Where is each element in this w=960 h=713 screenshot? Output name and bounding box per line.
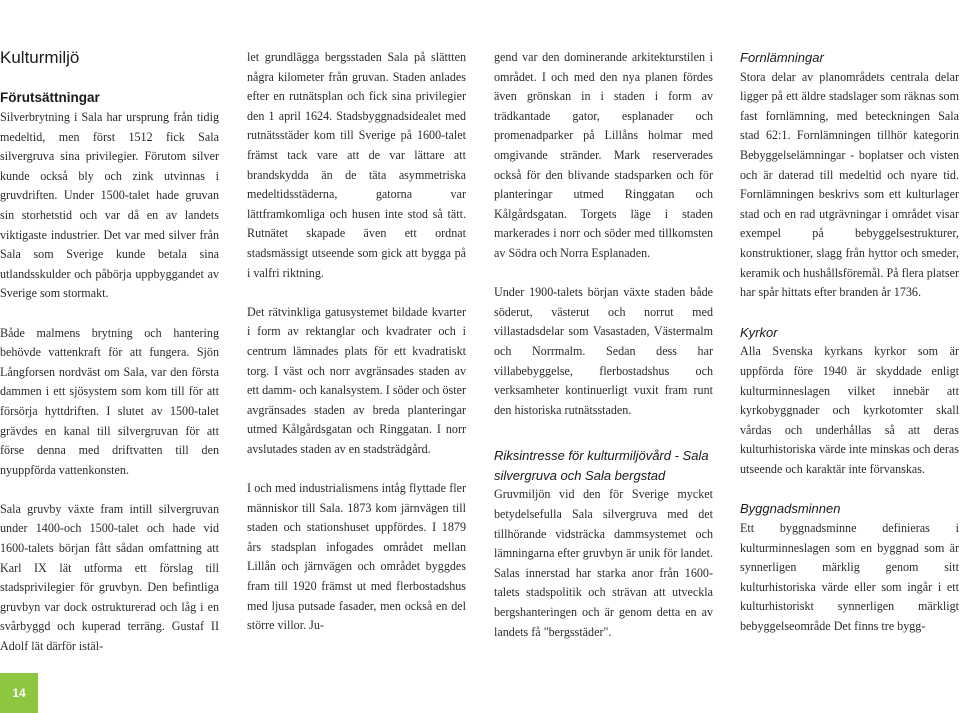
heading-kyrkor: Kyrkor	[740, 324, 778, 340]
heading-fornlamningar: Fornlämningar	[740, 50, 824, 65]
column-1	[0, 48, 219, 657]
column-2	[247, 48, 466, 636]
paragraph: gend var den dominerande arkitekturstilen i området. I och med den nya planen fördes även grönskan in i staden i form av trädkantade gator, esplanader och promenadparker på Lillåns holmar med omgivande stränder. Mark reserverades också för den blivande stadsparken och för planteringar utmed Ringgatan och Kålgårdsgatan. Torgets läge i staden markerades i norr och söder med tillkomsten av Södra och Norra Esplanaden.	[494, 50, 713, 260]
column-3	[494, 48, 713, 642]
paragraph: Ett byggnadsminne definieras i kulturminneslagen som en byggnad som är synnerligen märklig genom sitt kulturhistoriska värde eller som ingår i ett kulturhistoriskt synnerligen märkligt bebyggelseområde Det finns tre bygg-	[740, 521, 959, 634]
paragraph: Stora delar av planområdets centrala delar ligger på ett äldre stadslager som räknas som fast fornlämning, med beteckningen Sala stad 62:1. Fornlämningen tillhör kategorin Bebyggelselämningar - boplatser och visten och är daterad till medeltid och nyare tid. Fornlämningen beskrivs som ett kulturlager stad och en rad utgrävningar i området visar exempel på bebyggelsestrukturer, konstruktioner, slagg från hyttor och smeder, keramik och hushållsföremål. På flera platser har spår hittats efter branden år 1736.	[740, 69, 959, 300]
paragraph: Det rätvinkliga gatusystemet bildade kvarter i form av rektanglar och kvadrater och i centrum lämnades plats för ett kvadratiskt torg. I väst och norr avgränsades staden av ett damm- och kanalsystem. I söder och öster avgränsades staden av breda planteringar utmed Kålgårdsgatan och Ringgatan. I norr avslutades staden av en stadsträdgård.	[247, 304, 466, 456]
paragraph: Sala gruvby växte fram intill silvergruvan under 1400-och 1500-talet och hade vid 1600-talets början fått sådan omfattning att Karl IX lät utforma ett förslag till stadsprivilegier för gruvbyn. Den befintliga gruvbyn var dock ostrukturerad och låg i en svårbyggd och kuperad terräng. Gustaf II Adolf lät därför istäl-	[0, 501, 219, 654]
paragraph: Gruvmiljön vid den för Sverige mycket betydelsefulla Sala silvergruva med det tillhörande vidsträcka dammsystemet och lämningarna efter gruvbyn är unik för landet. Salas innerstad har starka anor från 1600-talets stadspolitik och strävan att utveckla bergshanteringen och är genom detta en av landets få "bergsstäder".	[494, 487, 713, 639]
paragraph: I och med industrialismens intåg flyttade fler människor till Sala. 1873 kom järnvägen till staden och stationshuset uppfördes. I 1879 års stadsplan infogades området mellan Lillån och järnvägen och området byggdes fram till 1920 främst ut med flerbostadshus med ljusa putsade fasader, men också en del större villor. Ju-	[247, 481, 466, 633]
heading-forutsattningar: Förutsättningar	[0, 90, 100, 105]
paragraph: Silverbrytning i Sala har ursprung från tidig medeltid, men först 1512 fick Sala silvergruva sina privilegier. Förutom silver kunde också bly och zink utvinnas i gruvdriften. Under 1500-talet hade gruvan sin storhetstid och var då en av landets viktigaste industrier. Det var med silver från Sala som Sverige kunde betala sina utlandsskulder och påbörja uppbyggandet av Sverige som stormakt.	[0, 110, 219, 301]
paragraph: let grundlägga bergsstaden Sala på slättten några kilometer från gruvan. Staden anlades efter en rutnätsplan och fick sina privilegier den 1 april 1624. Stadsbyggnadsidealet med rutnätsstäder kom till Sverige på 1600-talet främst tack vare att de var lättare att brandskydda än de täta asymmetriska medeltidsstäderna, gatorna var lättframkomliga och husen inte stod så tätt. Rutnätet skapade även ett ordnat stadsmässigt utseende som gick att bygga på i valfri riktning.	[247, 50, 466, 280]
paragraph: Alla Svenska kyrkans kyrkor som är uppförda före 1940 är skyddade enligt kulturminneslagen vilket innebär att kyrkobyggnader och kyrkotomter skall vårdas och underhållas så att deras kulturhistoriska värde inte minskas och deras utseende och karaktär inte förvanskas.	[740, 344, 959, 476]
heading-byggnadsminnen: Byggnadsminnen	[740, 501, 841, 517]
paragraph: Både malmens brytning och hantering behövde vattenkraft för att fungera. Sjön Långforsen nordväst om Sala, var den första dammen i ett sjösystem som kom till för att försörja hyttdriften. I slutet av 1500-talet grävdes en kanal till silvergruvan för att förse denna med driftvatten till den nyuppförda vattenkonsten.	[0, 325, 219, 477]
heading-riksintresse: Riksintresse för kulturmiljövård - Sala silvergruva och Sala bergstad	[494, 448, 709, 483]
column-4	[740, 48, 959, 637]
page-number-badge: 14	[0, 673, 38, 713]
page-title: Kulturmiljö	[0, 48, 80, 67]
paragraph: Under 1900-talets början växte staden både söderut, västerut och norrut med villastadsdelar som Vasastaden, Västermalm och Norrmalm. Sedan dess har villabebyggelse, flerbostadshus och verksamheter kontinuerligt vuxit fram runt den historiska rutnätsstaden.	[494, 285, 713, 417]
